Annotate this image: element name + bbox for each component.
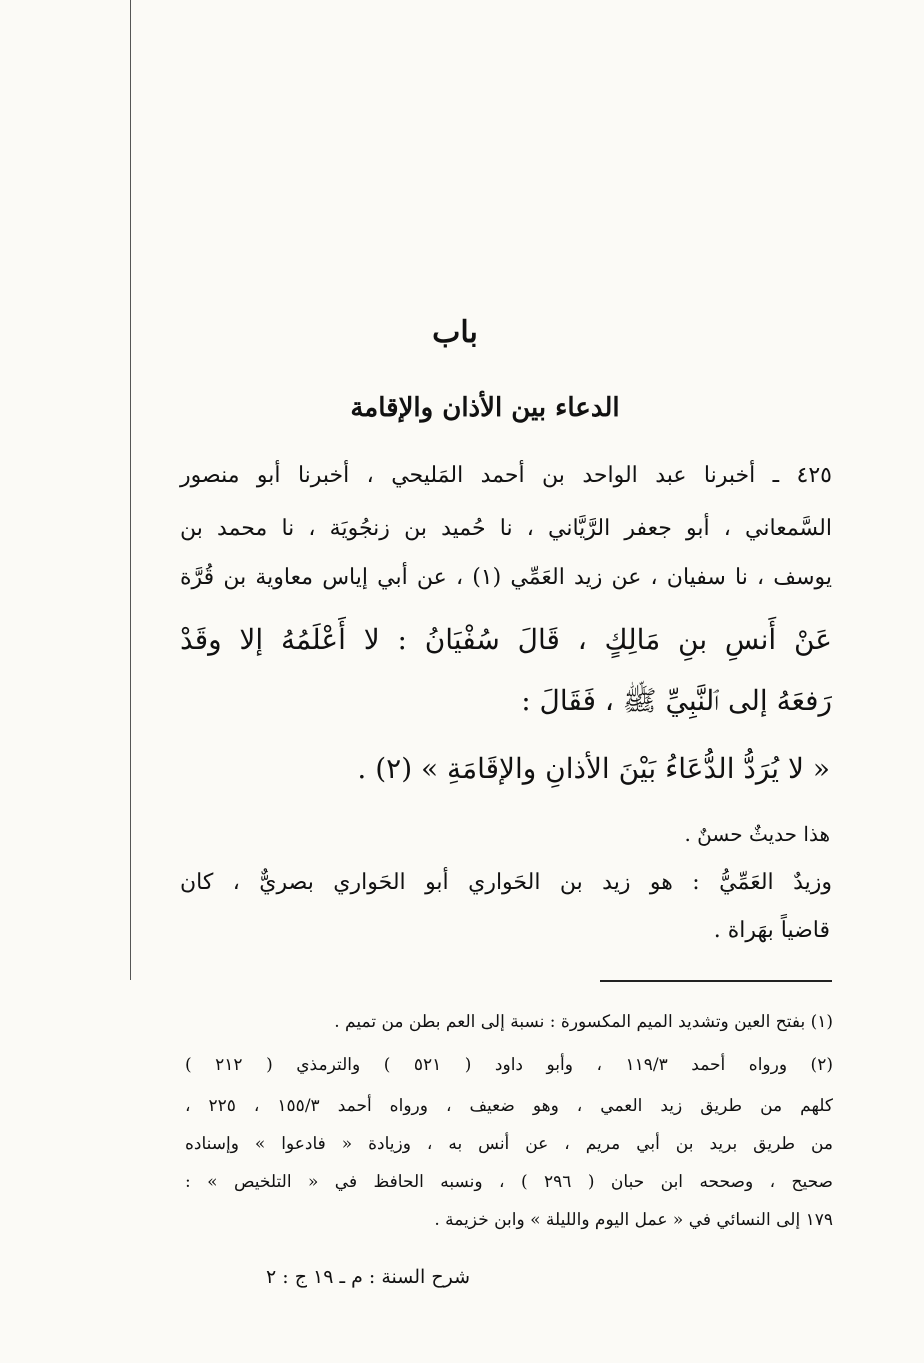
chapter-title: الدعاء بين الأذان والإقامة xyxy=(350,393,620,423)
matn-line: رَفعَهُ إلى ٱلنَّبِيِّ ﷺ ، فَقَالَ : xyxy=(521,684,832,717)
footnote-line: (٢) ورواه أحمد ١١٩/٣ ، وأبو داود ( ٥٢١ ) والترمذي ( ٢١٢ ) xyxy=(185,1055,833,1075)
footnote-line: ١٧٩ إلى النسائي في « عمل اليوم والليلة » وابن خزيمة . xyxy=(434,1210,833,1230)
chapter-label: باب xyxy=(432,315,478,350)
footnote-line: صحيح ، وصححه ابن حبان ( ٢٩٦ ) ، ونسبه الحافظ في « التلخيص » : xyxy=(185,1172,833,1192)
isnad-line: يوسف ، نا سفيان ، عن زيد العَمِّي (١) ، عن أبي إياس معاوية بن قُرَّة xyxy=(180,565,832,590)
prophetic-saying: « لا يُرَدُّ الدُّعَاءُ بَيْنَ الأذانِ والإقَامَةِ » (٢) . xyxy=(357,752,830,785)
matn-line: عَنْ أَنسِ بنِ مَالِكٍ ، قَالَ سُفْيَانُ : لا أَعْلَمُهُ إلا وقَدْ xyxy=(180,623,832,656)
footnote-line: كلهم من طريق زيد العمي ، وهو ضعيف ، ورواه أحمد ١٥٥/٣ ، ٢٢٥ ، xyxy=(185,1096,834,1116)
isnad-line: ٤٢٥ ـ أخبرنا عبد الواحد بن أحمد المَليحي ، أخبرنا أبو منصور xyxy=(180,463,832,488)
narrator-note-line: قاضياً بهَراة . xyxy=(713,918,830,943)
hadith-grade: هذا حديثٌ حسنٌ . xyxy=(684,822,830,846)
page-signature: شرح السنة : م ـ ١٩ ج : ٢ xyxy=(266,1266,470,1288)
footnote-separator xyxy=(600,980,832,982)
footnote-line: (١) بفتح العين وتشديد الميم المكسورة : نسبة إلى العم بطن من تميم . xyxy=(334,1012,833,1032)
isnad-line: السَّمعاني ، أبو جعفر الرَّيَّاني ، نا حُميد بن زنجُويَة ، نا محمد بن xyxy=(180,516,832,541)
page-spine-line xyxy=(130,0,131,980)
narrator-note-line: وزيدٌ العَمِّيُّ : هو زيد بن الحَواري أبو الحَواري بصريٌّ ، كان xyxy=(180,870,832,895)
footnote-line: من طريق بريد بن أبي مريم ، عن أنس به ، وزيادة « فادعوا » وإسناده xyxy=(185,1134,833,1154)
